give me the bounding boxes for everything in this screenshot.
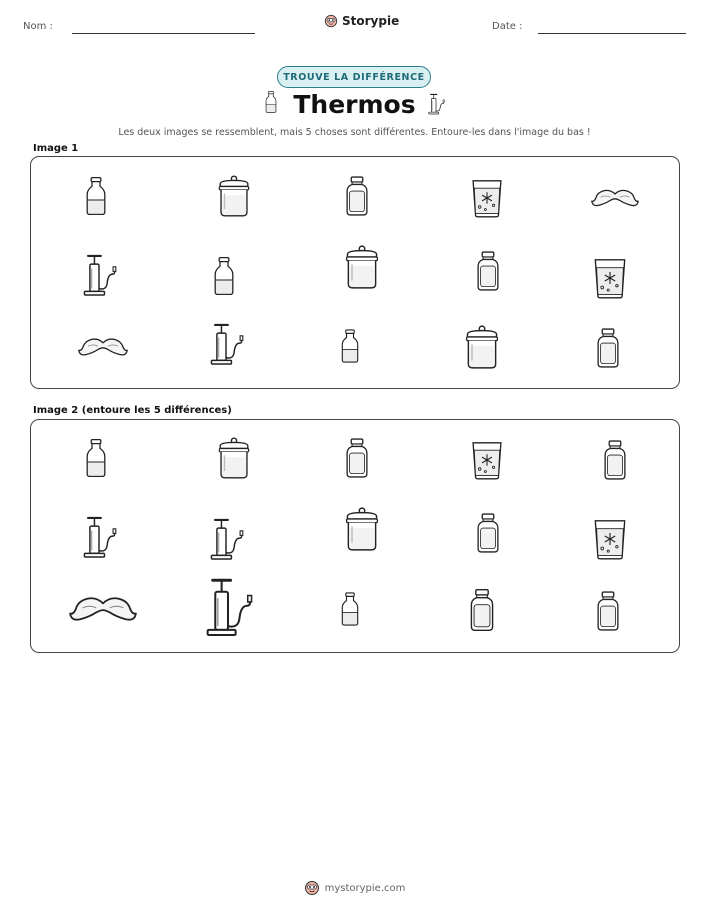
image2-storage-jar-icon[interactable]	[342, 503, 382, 555]
image2-air-pump-icon[interactable]	[79, 513, 119, 561]
image1-ice-glass-icon	[591, 255, 629, 301]
image2-label: Image 2 (entoure les 5 différences)	[33, 405, 232, 416]
image1-mustache-icon	[78, 336, 128, 358]
image1-milk-bottle-icon	[208, 252, 240, 300]
image1-glass-vial-icon	[474, 246, 502, 296]
image1-milk-bottle-icon	[336, 322, 364, 370]
air-pump-icon	[426, 92, 446, 116]
image1-mustache-icon	[591, 187, 639, 209]
date-line[interactable]	[538, 33, 686, 34]
image1-glass-vial-icon	[594, 323, 622, 373]
page-title: Thermos	[293, 90, 416, 119]
name-label: Nom :	[23, 21, 53, 32]
image1-air-pump-icon	[79, 251, 119, 299]
image2-glass-vial-icon[interactable]	[467, 584, 497, 636]
image1-air-pump-icon	[206, 321, 246, 367]
image1-storage-jar-icon	[342, 241, 382, 293]
brand-logo	[324, 14, 399, 28]
image1-glass-vial-icon	[343, 172, 371, 220]
footer	[0, 880, 709, 896]
image2-glass-vial-icon[interactable]	[343, 434, 371, 482]
name-line[interactable]	[72, 33, 255, 34]
activity-badge: TROUVE LA DIFFÉRENCE	[277, 66, 431, 88]
image1-milk-bottle-icon	[80, 173, 112, 219]
image2-milk-bottle-icon[interactable]	[80, 435, 112, 481]
image2-air-pump-icon[interactable]	[200, 574, 256, 640]
image1-label: Image 1	[33, 143, 79, 154]
image2-air-pump-icon[interactable]	[206, 515, 246, 563]
date-label: Date :	[492, 21, 523, 32]
instructions: Les deux images se ressemblent, mais 5 choses sont différentes. Entoure-les dans l'image du bas !	[118, 127, 591, 138]
storypie-mascot-icon	[304, 880, 320, 896]
image2-ice-glass-icon[interactable]	[591, 516, 629, 562]
image2-glass-vial-icon[interactable]	[474, 508, 502, 558]
image2-glass-vial-icon[interactable]	[601, 435, 629, 485]
footer-url[interactable]: mystorypie.com	[324, 882, 406, 894]
storypie-mascot-icon	[324, 14, 338, 28]
image2-glass-vial-icon[interactable]	[594, 586, 622, 636]
brand-name: Storypie	[342, 14, 400, 28]
image2-storage-jar-icon[interactable]	[215, 433, 253, 483]
image1-storage-jar-icon	[462, 321, 502, 373]
image2-mustache-icon[interactable]	[69, 594, 137, 624]
image1-ice-glass-icon	[469, 176, 505, 220]
image2-milk-bottle-icon[interactable]	[336, 585, 364, 633]
image1-storage-jar-icon	[215, 171, 253, 221]
image2-ice-glass-icon[interactable]	[469, 438, 505, 482]
